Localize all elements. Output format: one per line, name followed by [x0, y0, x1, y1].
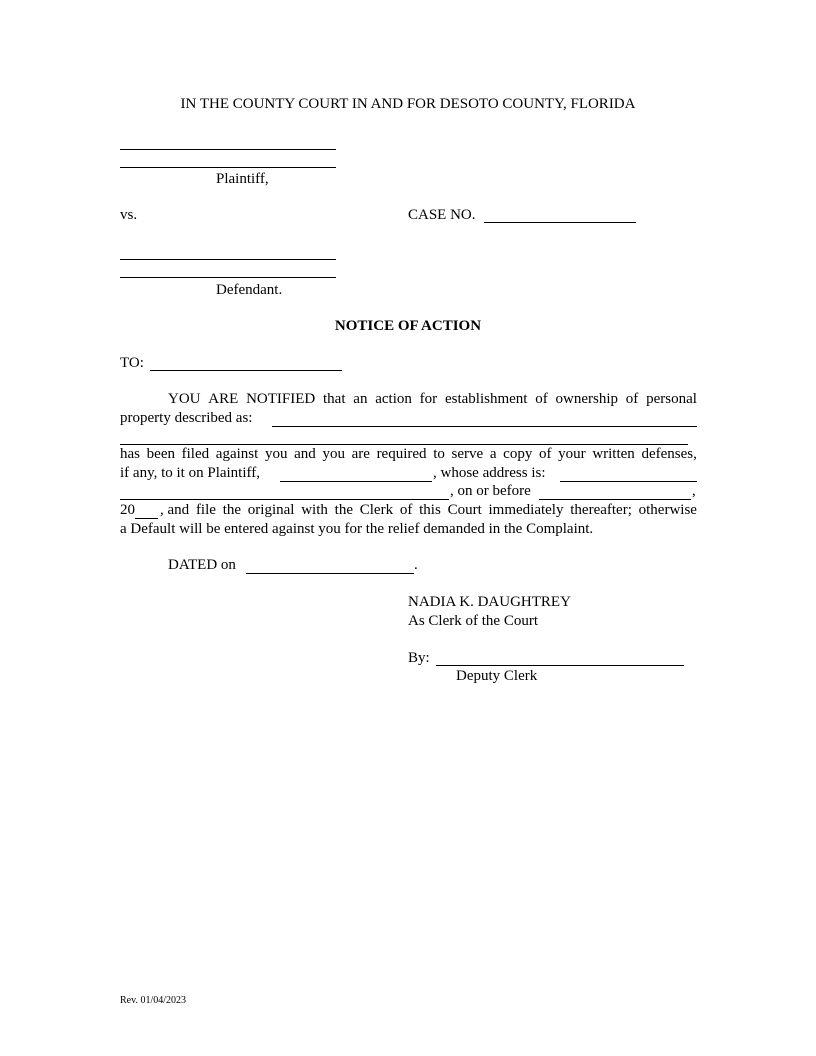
clerk-title: As Clerk of the Court — [408, 613, 538, 629]
court-title: IN THE COUNTY COURT IN AND FOR DESOTO COUNTY, FLORIDA — [180, 96, 636, 112]
address-field-2[interactable] — [120, 499, 449, 500]
body-line-4-middle: , whose address is: — [433, 465, 546, 481]
year-field[interactable] — [135, 518, 158, 519]
to-recipient-field[interactable] — [150, 370, 342, 371]
document-title: NOTICE OF ACTION — [334, 318, 482, 334]
body-line-3: has been filed against you and you are required to serve a copy of your written defenses, — [120, 446, 697, 462]
body-line-5-middle: , on or before — [450, 483, 531, 499]
deadline-date-field[interactable] — [539, 499, 691, 500]
property-description-field-1[interactable] — [272, 426, 697, 427]
body-line-2-prefix: property described as: — [120, 410, 253, 426]
body-line-7: a Default will be entered against you for the relief demanded in the Complaint. — [120, 521, 594, 537]
dated-period: . — [414, 557, 418, 573]
dated-label: DATED on — [168, 557, 236, 573]
body-line-5-comma: , — [692, 483, 696, 499]
deputy-clerk-label: Deputy Clerk — [456, 668, 538, 684]
vs-label: vs. — [120, 207, 138, 223]
plaintiff-name-line-2[interactable] — [120, 167, 336, 168]
deputy-signature-field[interactable] — [436, 665, 684, 666]
defendant-label: Defendant. — [216, 282, 283, 298]
clerk-name: NADIA K. DAUGHTREY — [408, 594, 571, 610]
case-no-label: CASE NO. — [408, 207, 476, 223]
case-number-field[interactable] — [484, 222, 636, 223]
by-label: By: — [408, 650, 430, 666]
address-field-1[interactable] — [560, 481, 697, 482]
body-line-6: , and file the original with the Clerk of this Court immediately thereafter; otherwise — [160, 502, 697, 518]
dated-field[interactable] — [246, 573, 414, 574]
defendant-name-line-2[interactable] — [120, 277, 336, 278]
property-description-field-2[interactable] — [120, 444, 688, 445]
body-line-1: YOU ARE NOTIFIED that an action for establishment of ownership of personal — [168, 391, 697, 407]
body-line-6-prefix: 20 — [120, 502, 135, 518]
plaintiff-name-line-1[interactable] — [120, 149, 336, 150]
defendant-name-line-1[interactable] — [120, 259, 336, 260]
body-line-4-prefix: if any, to it on Plaintiff, — [120, 465, 260, 481]
revision-date: Rev. 01/04/2023 — [120, 995, 187, 1006]
plaintiff-label: Plaintiff, — [216, 171, 269, 187]
plaintiff-field[interactable] — [280, 481, 432, 482]
to-label: TO: — [120, 355, 144, 371]
